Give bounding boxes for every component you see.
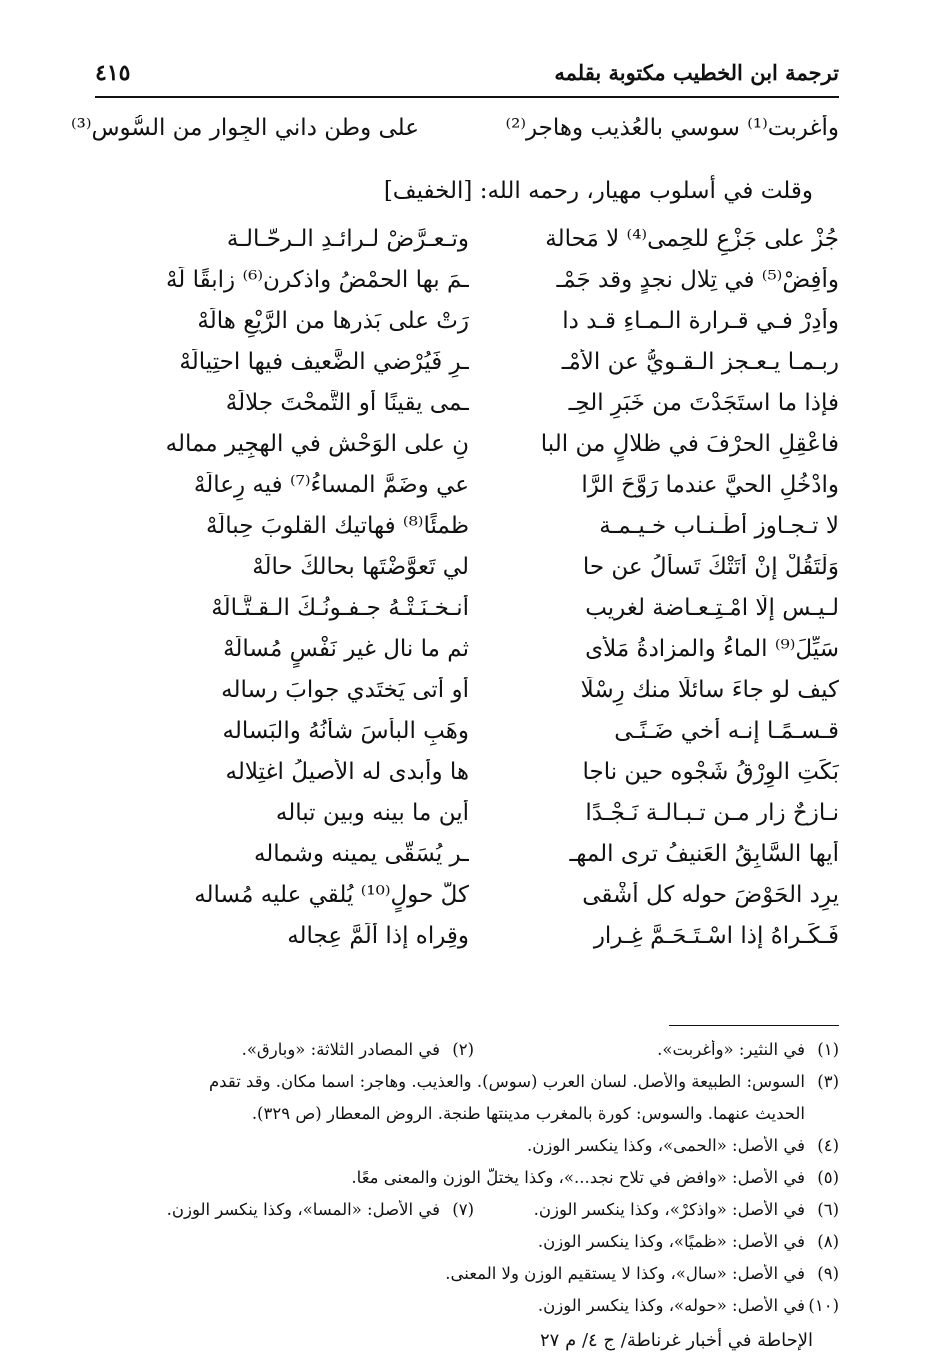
footnote-number: (٤) (817, 1136, 839, 1155)
opening-verse (70, 115, 839, 161)
footnote (95, 1072, 839, 1104)
poem-hemistich-second: ظمئًا⁽⁸⁾ فهاتيك القلوبَ حِبالَهْ (205, 513, 469, 539)
poem-hemistich-second: ـمى يقينًا أو التَّمحْتَ جلالَهْ (225, 390, 469, 416)
poem-intro: وقلت في أسلوب مهيار، رحمه الله: [الخفيف] (383, 178, 813, 204)
poem-hemistich-second: ـمَ بها الحمْضُ واذكرن⁽⁶⁾ زابقًا لَهْ (165, 267, 469, 293)
footnote-number: (١٠) (808, 1296, 839, 1315)
footnote-number: (٣) (817, 1072, 839, 1091)
footnote (95, 1040, 839, 1072)
poem-hemistich-second: ـر يُسَقّى يمينه وشماله (253, 841, 469, 867)
footnote-text: في الأصل: «الحمى»، وكذا ينكسر الوزن. (526, 1136, 805, 1155)
poem-hemistich-first: فإذا ما استَجَدْتَ من خَبَرِ الحِـ (568, 390, 839, 416)
footnote-number: (٩) (817, 1264, 839, 1283)
poem-hemistich-second: أو أتى يَختَدي جوابَ رساله (221, 677, 469, 703)
footnote-text: في الأصل: «ظميًا»، وكذا ينكسر الوزن. (537, 1232, 805, 1251)
poem-hemistich-first: لـيـس إلَّا امْـتِـعـاضة لغريب (585, 595, 839, 621)
poem-hemistich-second: ها وأبدى له الأصيلُ اغتِلاله (225, 759, 469, 785)
footnote-text: السوس: الطبيعة والأصل. لسان العرب (سوس). والعذيب. وهاجر: اسما مكان. وقد تقدم (208, 1072, 805, 1091)
footnote-text: الحديث عنهما. والسوس: كورة بالمغرب مدينتها طنجة. الروض المعطار (ص ٣٢٩). (251, 1104, 805, 1123)
poem-hemistich-second: وقِراه إذا ألَمَّ عِجاله (287, 923, 469, 949)
footnote-text: في النثير: «وأغربت». (657, 1040, 805, 1059)
verse-first-hemistich: وأغربت⁽¹⁾ سوسي بالعُذيب وهاجر⁽²⁾ (505, 115, 839, 141)
poem-hemistich-first: فاعْقِلِ الحرْفَ في ظلالٍ من البا (540, 431, 839, 457)
poem-hemistich-first: وأفِضْ⁽⁵⁾ في تِلال نجدٍ وقد جَمْـ (556, 267, 839, 293)
footnote-number: (٥) (817, 1168, 839, 1187)
footnote-text: في الأصل: «وافض في تلاح نجد...»، وكذا يختلّ الوزن والمعنى معًا. (351, 1168, 805, 1187)
running-header (95, 58, 839, 94)
page-footer: الإحاطة في أخبار غرناطة/ ج ٤/ م ٢٧ (540, 1330, 813, 1351)
footnote-text: في الأصل: «حوله»، وكذا ينكسر الوزن. (537, 1296, 805, 1315)
poem-hemistich-first: فَـكَـراهُ إذا اسْـتَـحَـمَّ غِـرار (593, 923, 839, 949)
poem-hemistich-first: كيف لو جاءَ سائلًا منك رِسْلًا (580, 677, 839, 703)
footnote (95, 1264, 839, 1296)
footnote-text: في المصادر الثلاثة: «وبارق». (241, 1040, 440, 1059)
poem-hemistich-second: وهَبِ البأسَ شأنُهُ والبَساله (222, 718, 469, 744)
poem-hemistich-first: وادْخُلِ الحيَّ عندما رَوَّحَ الرَّا (581, 472, 839, 498)
poem-hemistich-second: كلَّ حولٍ⁽¹⁰⁾ يُلقي عليه مُساله (194, 882, 469, 908)
poem-hemistich-second: نِ على الوَحْش في الهجِير مماله (165, 431, 469, 457)
poem-hemistich-first: جُزْ على جَزْعِ للحِمى⁽⁴⁾ لا مَحالة (545, 226, 839, 252)
poem-hemistich-second: أين ما بينه وبين تباله (275, 800, 469, 826)
footnote (95, 1136, 839, 1168)
poem-hemistich-first: وَلْتَقُلْ إنْ أتَتْكَ تَسألُ عن حا (582, 554, 839, 580)
footnote (95, 1168, 839, 1200)
footnote-text: في الأصل: «سال»، وكذا لا يستقيم الوزن ولا المعنى. (445, 1264, 805, 1283)
poem-hemistich-second: ـرِ فَيُرْضي الضَّعيف فيها احتِيالَهْ (179, 349, 469, 375)
running-title: ترجمة ابن الخطيب مكتوبة بقلمه (554, 60, 839, 85)
footnote-number: (١) (817, 1040, 839, 1059)
page-number: ٤١٥ (95, 60, 131, 86)
footnote-text: في الأصل: «المسا»، وكذا ينكسر الوزن. (166, 1200, 440, 1219)
poem-hemistich-first: لا تـجـاوز أطْـنـاب خـيـمـة (599, 513, 839, 539)
footnote-number: (٦) (817, 1200, 839, 1219)
poem-hemistich-second: ثم ما نال غير نَفْسٍ مُسالَهْ (223, 636, 469, 662)
header-rule (95, 96, 839, 98)
poem-hemistich-first: ربـمـا يـعـجز الـقـويُّ عن الأمْـ (561, 349, 839, 375)
poem-hemistich-first: قـسـمًـا إنـه أخي ضَـنًـى (614, 718, 839, 744)
poem-hemistich-first: نـازحٌ زار مـن تـبـالـة نَـجْـدًا (585, 800, 839, 826)
footnote-number: (٨) (817, 1232, 839, 1251)
poem-hemistich-first: بَكَتِ الوِرْقُ شَجْوه حين ناجا (582, 759, 839, 785)
footnote-rule (669, 1025, 839, 1026)
footnote (95, 1232, 839, 1264)
footnote-text: في الأصل: «واذكرْ»، وكذا ينكسر الوزن. (533, 1200, 805, 1219)
poem-hemistich-second: وتـعـرَّضْ لـرائـدِ الـرحّـالـة (226, 226, 469, 252)
poem-hemistich-second: عي وضَمَّ المساءُ⁽⁷⁾ فيه رِعالَهْ (193, 472, 469, 498)
poem-hemistich-second: رَتْ على بَذرها من الرَّيْعِ هالَهْ (197, 308, 469, 334)
footnote-number: (٧) (452, 1200, 474, 1219)
verse-second-hemistich: على وطنٍ داني الجِوار من السُّوس⁽³⁾ (70, 115, 419, 141)
footnote (95, 1104, 839, 1136)
poem-hemistich-first: وأدِرْ فـي قـرارة الـمـاءِ قـد دا (562, 308, 839, 334)
poem-hemistich-first: يرِد الحَوْضَ حوله كل أشْقى (582, 882, 839, 908)
footnote-number: (٢) (452, 1040, 474, 1059)
footnote (95, 1200, 839, 1232)
poem-hemistich-first: أيها السَّابِقُ العَنيفُ ترى المهـ (569, 841, 839, 867)
poem-hemistich-second: لي تَعوَّضْتَها بحالكَ حالَهْ (252, 554, 469, 580)
poem-hemistich-first: سَيِّلَ⁽⁹⁾ الماءُ والمزادةُ مَلأى (585, 636, 839, 662)
poem-hemistich-second: أنـخـنَـتْـهُ جـفـونُـكَ الـقـتَّـالَهْ (211, 595, 469, 621)
footnote (95, 1296, 839, 1328)
